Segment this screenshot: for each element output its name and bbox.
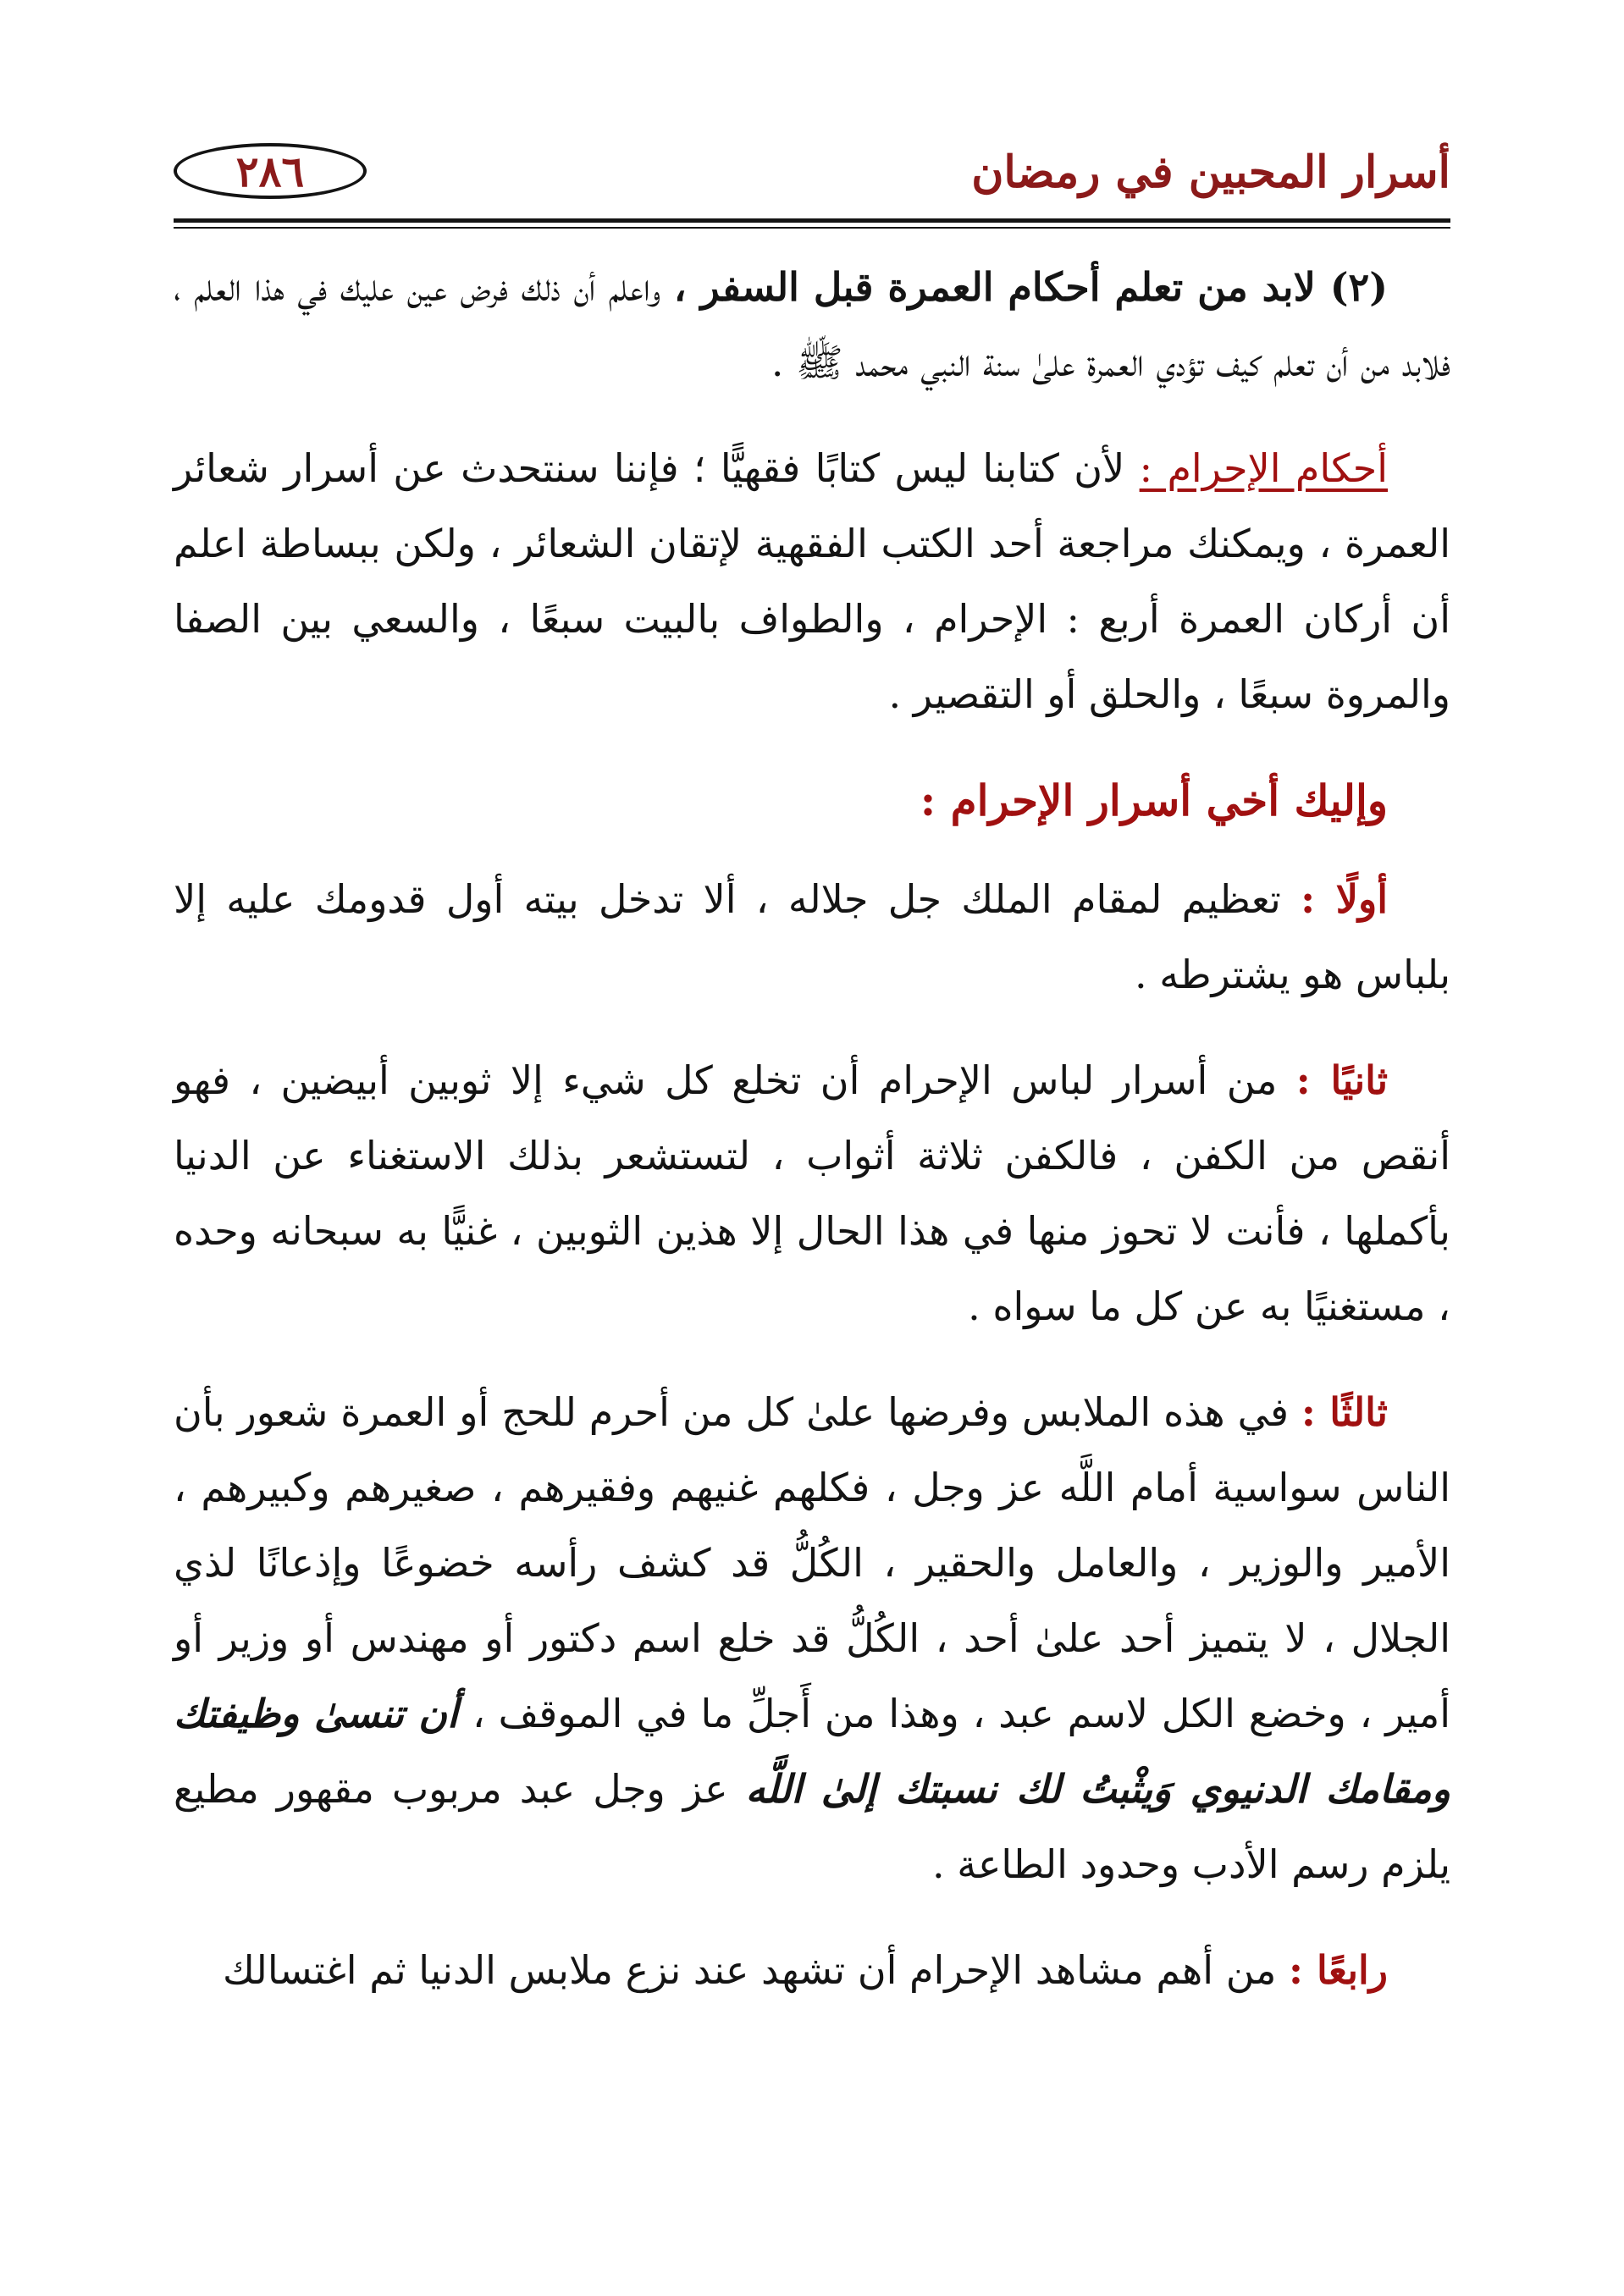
paragraph-text: من أهم مشاهد الإحرام أن تشهد عند نزع ملابس الدنيا ثم اغتسالك [223,1947,1289,1993]
page-number: ٢٨٦ [235,146,305,196]
paragraph-fourth [174,1933,1450,2008]
paragraph-text: في هذه الملابس وفرضها علىٰ كل من أحرم للحج أو العمرة شعور بأن الناس سواسية أمام اللَّه عز وجل ، فكلهم غنيهم وفقيرهم ، صغيرهم وكبيرهم ، الأمير والوزير ، والعامل والحقير ، الكُلُّ قد كشف رأسه خضوعًا وإذعانًا لذي الجلال ، لا يتميز أحد علىٰ أحد ، الكُلُّ قد خلع اسم دكتور أو مهندس أو وزير أو أمير ، وخضع الكل لاسم عبد ، وهذا من أَجلِّ ما في الموقف ، [174,1389,1450,1736]
paragraph-text-tail: عز وجل عبد مربوب مقهور مطيع يلزم رسم الأدب وحدود الطاعة . [174,1766,1450,1887]
section-label-ihram-rulings: أحكام الإحرام : [1139,445,1388,491]
header-rule-thick [174,218,1450,223]
paragraph-first [174,862,1450,1013]
point-label-second: ثانيًا : [1295,1057,1388,1103]
paragraph-text: من أسرار لباس الإحرام أن تخلع كل شيء إلا ثوبين أبيضين ، فهو أنقص من الكفن ، فالكفن ثلاثة أثواب ، لتستشعر بذلك الاستغناء عن الدنيا بأكملها ، فأنت لا تحوز منها في هذا الحال إلا هذين الثوبين ، غنيًّا به سبحانه وحده ، مستغنيًا به عن كل ما سواه . [174,1057,1450,1329]
subheading-ihram-secrets: وإليك أخي أسرار الإحرام : [920,775,1388,825]
paragraph-umrah-rulings [174,250,1450,400]
page-number-badge [174,143,367,199]
paragraph-text: واعلم أن ذلك فرض عين عليك في هذا العلم ، فلابد من أن تعلم كيف تؤدي العمرة علىٰ سنة النبي محمد ﷺ . [174,264,1450,385]
paragraph-third [174,1375,1450,1902]
point-label-third: ثالثًا : [1301,1389,1388,1435]
paragraph-italic-text: أن تنسىٰ وظيفتك ومقامك الدنيوي وَيثْبتُ لك نسبتك إلىٰ اللَّه [174,1691,1450,1812]
paragraph-second [174,1043,1450,1344]
point-label-first: أولًا : [1301,876,1388,922]
paragraph-ihram-rulings [174,431,1450,732]
page-header [174,140,1450,216]
paragraph-text: لأن كتابنا ليس كتابًا فقهيًّا ؛ فإننا سنتحدث عن أسرار شعائر العمرة ، ويمكنك مراجعة أحد الكتب الفقهية لإتقان الشعائر ، ولكن ببساطة اعلم أن أركان العمرة أربع : الإحرام ، والطواف بالبيت سبعًا ، والسعي بين الصفا والمروة سبعًا ، والحلق أو التقصير . [174,445,1450,717]
paragraph-text: تعظيم لمقام الملك جل جلاله ، ألا تدخل بيته أول قدومك عليه إلا بلباس هو يشترطه . [174,876,1450,997]
point-label-fourth: رابعًا : [1289,1947,1388,1993]
paragraph-bold-lead: (٢) لابد من تعلم أحكام العمرة قبل السفر ، [673,264,1388,310]
book-title: أسرار المحبين في رمضان [971,146,1450,198]
header-rule-thin [174,227,1450,229]
page-content [174,250,1450,2039]
